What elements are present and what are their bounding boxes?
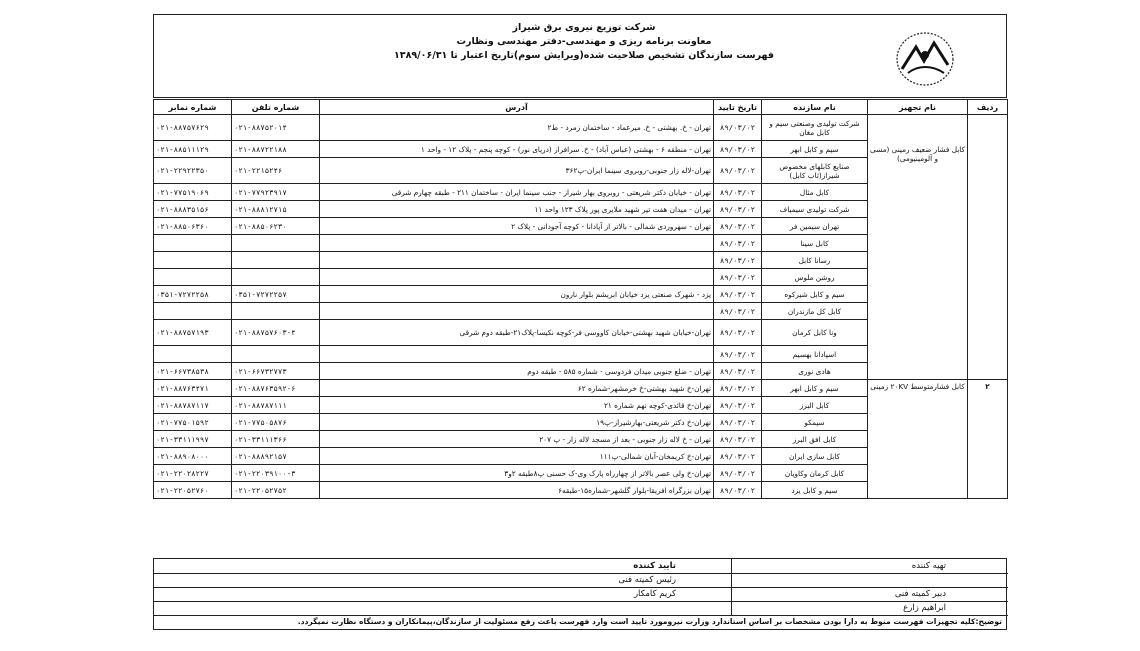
maker-cell: صنایع کابلهای مخصوص شیراز(ثاب کابل) [762, 158, 868, 184]
phone-cell: ۰۲۱-۲۲۱۵۲۴۶ [232, 158, 320, 184]
date-cell: ۸۹/۰۳/۰۲ [714, 269, 762, 286]
preparer-name: ابراهیم زارع [903, 603, 946, 613]
approver-name: کریم کامکار [633, 589, 676, 599]
manufacturers-table [153, 99, 1008, 499]
footer-line [154, 587, 1008, 588]
fax-cell: ۰۲۱-۸۸۷۵۷۱۹۳ [154, 320, 232, 346]
fax-cell: ۰۲۱-۸۸۷۸۷۱۱۷ [154, 397, 232, 414]
signature-box [153, 558, 1007, 630]
address-cell [320, 269, 714, 286]
approver-role: رئیس کمیته فنی [618, 575, 676, 585]
company-name: شرکت توزیع نیروی برق شیراز [512, 22, 656, 33]
fax-cell: ۰۲۱-۸۸۸۳۵۱۵۶ [154, 201, 232, 218]
date-cell: ۸۹/۰۳/۰۲ [714, 363, 762, 380]
phone-cell: ۰۲۱-۸۸۸۹۲۱۵۷ [232, 448, 320, 465]
address-cell [320, 235, 714, 252]
address-cell: یزد - شهرک صنعتی یزد خیابان ابریشم بلوار نارون [320, 286, 714, 303]
address-cell: تهران - ضلع جنوبی میدان فردوسی - شماره ۵۸۵ - طبقه دوم [320, 363, 714, 380]
list-title: فهرست سازندگان تشخیص صلاحیت شده(ویرایش سوم)تاریخ اعتبار تا ۱۳۸۹/۰۶/۳۱ [393, 50, 775, 61]
address-cell [320, 252, 714, 269]
row-number-cell: ۲ [968, 380, 1008, 499]
maker-cell: شرکت تولیدی وصنعتی سیم و کابل مغان [762, 115, 868, 141]
phone-cell: ۰۲۱-۸۸۷۸۷۱۱۱ [232, 397, 320, 414]
maker-cell: سیم و کابل یزد [762, 482, 868, 499]
date-cell: ۸۹/۰۳/۰۲ [714, 320, 762, 346]
fax-cell: ۰۳۵۱-۷۲۷۲۲۵۸ [154, 286, 232, 303]
phone-cell: ۰۲۱-۸۸۷۶۳۵۹۲-۶ [232, 380, 320, 397]
maker-cell: کابل سینا [762, 235, 868, 252]
fax-cell: ۰۲۱-۸۸۹۰۸۰۰۰ [154, 448, 232, 465]
fax-cell: ۰۲۱-۲۲۰۲۸۲۲۷ [154, 465, 232, 482]
maker-cell: کابل البرز [762, 397, 868, 414]
date-cell: ۸۹/۰۳/۰۲ [714, 286, 762, 303]
maker-cell: سیم و کابل ابهر [762, 141, 868, 158]
maker-cell: رسانا کابل [762, 252, 868, 269]
maker-cell: کابل کل مازندران [762, 303, 868, 320]
fax-cell: ۰۲۱-۲۲۰۵۲۷۶۰ [154, 482, 232, 499]
date-cell: ۸۹/۰۳/۰۲ [714, 218, 762, 235]
date-cell: ۸۹/۰۳/۰۲ [714, 184, 762, 201]
maker-cell: هادی نوری [762, 363, 868, 380]
address-cell [320, 303, 714, 320]
address-cell: تهران-خیابان شهید بهشتی-خیابان کاووسی فر-کوچه نکیسا-پلاک۲۱-طبقه دوم شرقی [320, 320, 714, 346]
company-logo-icon [888, 25, 962, 91]
phone-cell: ۰۲۱-۷۷۵۰۵۸۷۶ [232, 414, 320, 431]
maker-cell: کابل مثال [762, 184, 868, 201]
date-cell: ۸۹/۰۳/۰۲ [714, 115, 762, 141]
footer-line [154, 601, 1008, 602]
date-cell: ۸۹/۰۳/۰۲ [714, 380, 762, 397]
fax-column-header: شماره نمابر [154, 100, 232, 115]
date-cell: ۸۹/۰۳/۰۲ [714, 482, 762, 499]
maker-cell: کابل سازی ایران [762, 448, 868, 465]
preparer-role: دبیر کمیته فنی [894, 589, 946, 599]
address-cell: تهران - خ لاله زار جنوبی - بعد از مسجد لاله زار - پ ۲۰۷ [320, 431, 714, 448]
maker-column-header: نام سازنده [762, 100, 868, 115]
maker-cell: کابل کرمان وکاویان [762, 465, 868, 482]
equipment-cell: کابل فشار ضعیف رمینی (مسی و آلومینیومی) [868, 115, 968, 380]
date-cell: ۸۹/۰۳/۰۲ [714, 303, 762, 320]
phone-cell: ۰۲۱-۳۳۱۱۱۳۶۶ [232, 431, 320, 448]
fax-cell [154, 346, 232, 363]
address-cell: تهران - خیابان دکتر شریعتی - روبروی بهار شیراز - جنب سینما ایران - ساختمان ۲۱۱ - طبقه چهارم شرقی [320, 184, 714, 201]
maker-cell: روشن ملوس [762, 269, 868, 286]
address-cell: تهران - خ. بهشتی - خ. میرعماد - ساختمان زمرد - ط۲ [320, 115, 714, 141]
date-cell: ۸۹/۰۳/۰۲ [714, 235, 762, 252]
date-cell: ۸۹/۰۳/۰۲ [714, 465, 762, 482]
fax-cell: ۰۲۱-۸۸۵۰۶۳۶۰ [154, 218, 232, 235]
address-cell: تهران-خ قائدی-کوچه نهم شماره ۲۱ [320, 397, 714, 414]
phone-cell: ۰۲۱-۶۶۷۳۲۷۷۳ [232, 363, 320, 380]
footer-line [154, 573, 1008, 574]
preparer-title: تهیه کننده [911, 561, 946, 571]
phone-cell: ۰۲۱-۸۸۷۵۷۶۰۳-۴ [232, 320, 320, 346]
maker-cell: سیم و کابل ابهر [762, 380, 868, 397]
date-cell: ۸۹/۰۳/۰۲ [714, 448, 762, 465]
date-cell: ۸۹/۰۳/۰۲ [714, 158, 762, 184]
date-cell: ۸۹/۰۳/۰۲ [714, 141, 762, 158]
phone-cell: ۰۲۱-۸۸۵۰۶۲۳۰ [232, 218, 320, 235]
maker-cell: کابل افق البرز [762, 431, 868, 448]
address-cell: تهران - میدان هفت تیر شهید ملایری پور پلاک ۱۲۳ واحد ۱۱ [320, 201, 714, 218]
table-header-row [154, 100, 1008, 115]
phone-cell [232, 235, 320, 252]
maker-cell: سیمکو [762, 414, 868, 431]
address-cell: تهران-خ ولی عصر بالاتر از چهارراه پارک وی-ک حسنی پ۸طبقه ۲و۳ [320, 465, 714, 482]
maker-cell: ونا کابل کرمان [762, 320, 868, 346]
date-cell: ۸۹/۰۳/۰۲ [714, 346, 762, 363]
address-cell: تهران - منطقه ۶ - بهشتی (عباس آباد) - خ. سرافراز (دریای نور) - کوچه پنجم - پلاک ۱۲ - واحد ۱ [320, 141, 714, 158]
fax-cell: ۰۲۱-۷۷۵۰۱۵۹۲ [154, 414, 232, 431]
address-cell: تهران-خ شهید بهشتی-خ خرمشهر-شماره ۶۲ [320, 380, 714, 397]
address-cell: تهران بزرگراه افریقا-بلوار گلشهر-شماره۱۵-طبقه۶ [320, 482, 714, 499]
fax-cell [154, 252, 232, 269]
department-name: معاونت برنامه ریزی و مهندسی-دفتر مهندسی ونظارت [456, 36, 712, 47]
phone-cell: ۰۲۱-۲۲۰۳۹۱۰۰-۳ [232, 465, 320, 482]
phone-cell [232, 346, 320, 363]
footer-note: توضیح:کلیه تجهیزات فهرست منوط به دارا بودن مشخصات بر اساس استاندارد وزارت نیرومورد تایید است وارد فهرست باعث رفع مسئولیت از سازندگان،پیمانکاران و دستگاه نظارت نمیگردد. [297, 617, 1002, 626]
fax-cell: ۰۲۱-۳۳۱۱۱۹۹۷ [154, 431, 232, 448]
phone-cell [232, 269, 320, 286]
date-cell: ۸۹/۰۳/۰۲ [714, 252, 762, 269]
table-row [154, 115, 1008, 141]
phone-cell: ۰۲۱-۸۸۷۲۲۱۸۸ [232, 141, 320, 158]
date-cell: ۸۹/۰۳/۰۲ [714, 201, 762, 218]
phone-cell [232, 252, 320, 269]
fax-cell: ۰۲۱-۶۶۷۳۸۵۳۸ [154, 363, 232, 380]
fax-cell: ۰۲۱-۷۷۵۱۹۰۶۹ [154, 184, 232, 201]
fax-cell: ۰۲۱-۲۲۹۲۲۳۵۰ [154, 158, 232, 184]
phone-cell [232, 303, 320, 320]
equipment-column-header: نام تجهیز [868, 100, 968, 115]
fax-cell: ۰۲۱-۸۸۷۶۳۴۷۱ [154, 380, 232, 397]
address-cell: تهران-لاله زار جنوبی-روبروی سینما ایران-پ۳۶۲ [320, 158, 714, 184]
maker-cell: سیم و کابل شیرکوه [762, 286, 868, 303]
maker-cell: تهران سیمین فر [762, 218, 868, 235]
approver-title: تایید کننده [633, 561, 676, 571]
date-cell: ۸۹/۰۳/۰۲ [714, 431, 762, 448]
address-cell [320, 346, 714, 363]
phone-cell: ۰۲۱-۲۲۰۵۲۷۵۲ [232, 482, 320, 499]
row-number-cell [968, 115, 1008, 380]
address-cell: تهران-خ دکتر شریعتی-بهارشیراز-پ۱۹ [320, 414, 714, 431]
phone-cell: ۰۳۵۱-۷۲۷۲۲۵۷ [232, 286, 320, 303]
row-number-column-header: ردیف [968, 100, 1008, 115]
fax-cell: ۰۲۱-۸۸۵۱۱۱۲۹ [154, 141, 232, 158]
document-header [153, 14, 1007, 98]
address-cell: تهران-خ کریمخان-آبان شمالی-پ۱۱۱ [320, 448, 714, 465]
phone-cell: ۰۲۱-۸۸۷۵۲۰۱۴ [232, 115, 320, 141]
date-cell: ۸۹/۰۳/۰۲ [714, 397, 762, 414]
phone-cell: ۰۲۱-۷۷۹۲۳۹۱۷ [232, 184, 320, 201]
phone-cell: ۰۲۱-۸۸۸۱۲۷۱۵ [232, 201, 320, 218]
footer-line [154, 615, 1008, 616]
maker-cell: اسپادانا بهسیم [762, 346, 868, 363]
table-row [154, 380, 1008, 397]
equipment-cell: کابل فشارمتوسط ۲۰KV زمینی [868, 380, 968, 499]
date-column-header: تاریخ تایید [714, 100, 762, 115]
fax-cell [154, 269, 232, 286]
fax-cell [154, 235, 232, 252]
date-cell: ۸۹/۰۳/۰۲ [714, 414, 762, 431]
address-cell: تهران - سهروردی شمالی - بالاتر از آپادانا - کوچه آجودانی - پلاک ۲ [320, 218, 714, 235]
phone-column-header: شماره تلفن [232, 100, 320, 115]
maker-cell: شرکت تولیدی سیمیاف [762, 201, 868, 218]
fax-cell [154, 303, 232, 320]
fax-cell: ۰۲۱-۸۸۷۵۷۶۲۹ [154, 115, 232, 141]
address-column-header: آدرس [320, 100, 714, 115]
